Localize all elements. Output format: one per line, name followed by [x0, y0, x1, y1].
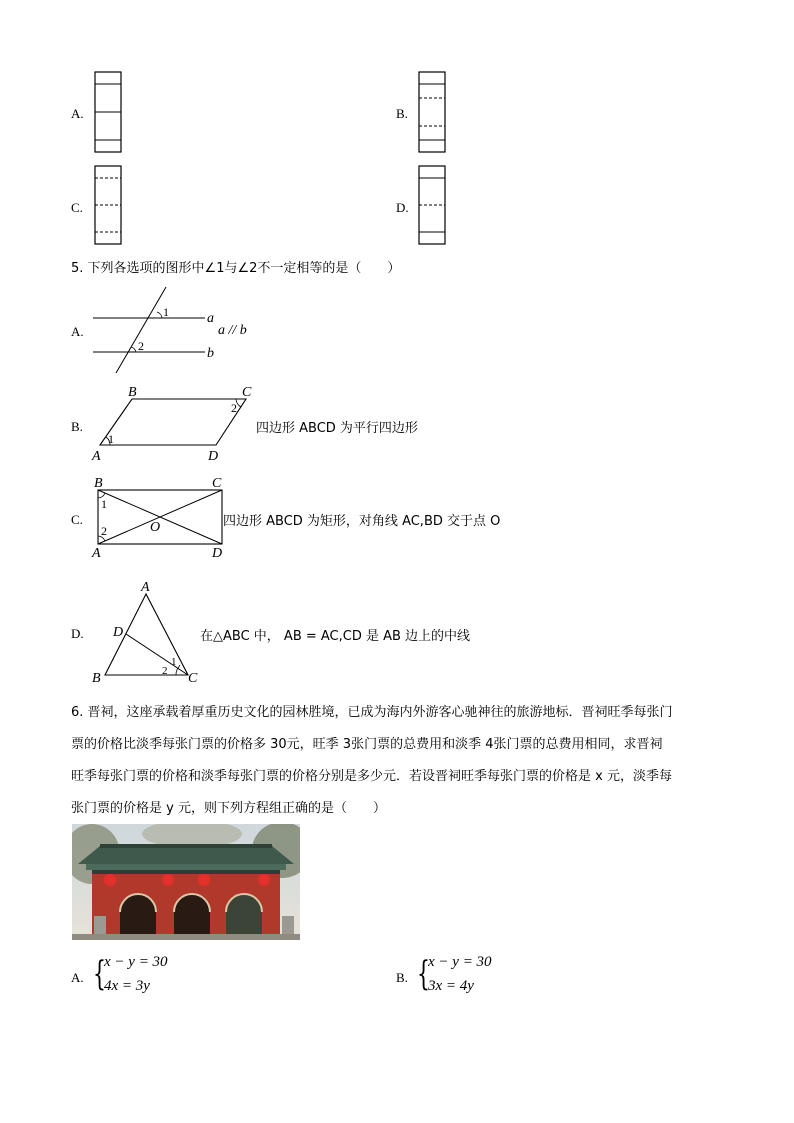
q5-option-d-caption: 在△ABC 中， AB = AC,CD 是 AB 边上的中线 — [200, 629, 471, 644]
q5-stem: 5. 下列各选项的图形中∠1与∠2不一定相等的是（ ） — [71, 261, 401, 276]
angle-1-label: 1 — [171, 656, 177, 668]
q6-option-a-brace: { — [93, 954, 106, 994]
angle-2-label: 2 — [162, 665, 168, 677]
q5-option-b-letter: B. — [71, 419, 83, 434]
vertex-b-label: B — [94, 476, 103, 491]
q4-option-c-figure — [94, 165, 122, 247]
q6-option-a-eq2: 4x = 3y — [104, 978, 150, 994]
q6-stem-line-2: 票的价格比淡季每张门票的价格多 30元，旺季 3张门票的总费用和淡季 4张门票的总费用相同，求晋祠 — [71, 737, 663, 752]
q5-option-d-letter: D. — [71, 626, 84, 641]
q5-option-c-caption: 四边形 ABCD 为矩形，对角线 AC,BD 交于点 O — [223, 514, 501, 529]
line-a-label: a — [207, 311, 214, 326]
vertex-a-label: A — [141, 580, 150, 595]
angle-1-label: 1 — [101, 497, 107, 511]
q5-option-b-figure — [90, 383, 258, 463]
vertex-d-label: D — [208, 449, 219, 463]
line-b-label: b — [207, 346, 214, 361]
vertex-a-label: A — [92, 546, 101, 560]
vertex-c-label: C — [242, 385, 252, 400]
vertex-b-label: B — [128, 385, 137, 400]
jinci-gate-photo — [72, 824, 300, 940]
q4-option-a-letter: A. — [71, 106, 84, 121]
q6-option-a-eq1: x − y = 30 — [104, 954, 168, 970]
vertex-c-label: C — [212, 476, 222, 491]
q6-option-a-letter: A. — [71, 970, 84, 985]
q6-stem-line-3: 旺季每张门票的价格和淡季每张门票的价格分别是多少元．若设晋祠旺季每张门票的价格是 x 元，淡季每 — [71, 769, 672, 784]
vertex-c-label: C — [188, 671, 198, 686]
angle-2-label: 2 — [101, 524, 107, 538]
q5-option-d-figure — [88, 578, 210, 688]
vertex-d-label: D — [212, 546, 223, 560]
q5-option-c-letter: C. — [71, 512, 83, 527]
q6-stem — [71, 697, 731, 825]
vertex-a-label: A — [92, 449, 101, 463]
q5-option-a-caption: a // b — [218, 323, 247, 338]
q6-option-b-brace: { — [417, 954, 430, 994]
angle-1-label: 1 — [108, 432, 114, 446]
q4-option-c-letter: C. — [71, 200, 83, 215]
angle-1-label: 1 — [163, 305, 169, 319]
q5-option-a-figure — [90, 285, 225, 377]
q4-option-a-figure — [94, 71, 122, 155]
q4-option-d-figure — [418, 165, 446, 247]
angle-2-label: 2 — [231, 401, 237, 415]
point-o-label: O — [150, 520, 161, 535]
q6-option-b-eq2: 3x = 4y — [428, 978, 474, 994]
q6-stem-line-4: 张门票的价格是 y 元，则下列方程组正确的是（ ） — [71, 801, 386, 816]
q6-option-b-eq1: x − y = 30 — [428, 954, 492, 970]
q4-option-b-figure — [418, 71, 446, 155]
q5-option-c-figure — [90, 474, 230, 560]
q4-option-d-letter: D. — [396, 200, 409, 215]
q6-option-b-letter: B. — [396, 970, 408, 985]
q4-option-b-letter: B. — [396, 106, 408, 121]
angle-2-label: 2 — [138, 339, 144, 353]
q5-option-b-caption: 四边形 ABCD 为平行四边形 — [256, 421, 418, 436]
point-d-label: D — [113, 625, 124, 640]
q6-stem-line-1: 6. 晋祠，这座承载着厚重历史文化的园林胜境，已成为海内外游客心驰神往的旅游地标．晋祠旺季每张门 — [71, 705, 673, 720]
vertex-b-label: B — [92, 671, 101, 686]
q5-option-a-letter: A. — [71, 324, 84, 339]
